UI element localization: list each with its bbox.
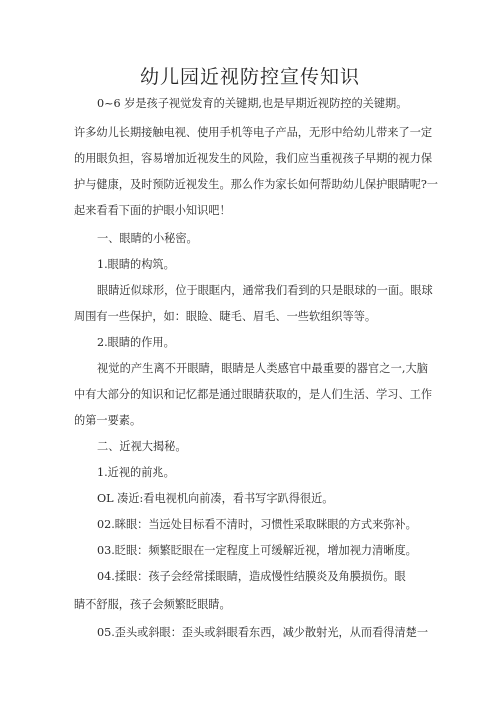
section-heading: 一、眼睛的小秘密。 bbox=[97, 232, 198, 245]
section-heading: 二、近视大揭秘。 bbox=[97, 440, 187, 453]
paragraph-line: 0~6 岁是孩子视觉发育的关键期,也是早期近视防控的关键期。 bbox=[97, 97, 408, 110]
paragraph-line: 的第一要素。 bbox=[74, 414, 142, 427]
paragraph-line: 眼睛近似球形，位于眼眶内，通常我们看到的只是眼球的一面。眼球 bbox=[97, 284, 433, 297]
paragraph-line: 起来看看下面的护眼小知识吧！ bbox=[74, 204, 231, 217]
paragraph-line: 视觉的产生离不开眼睛，眼睛是人类感官中最重要的器官之一,大脑 bbox=[97, 362, 428, 375]
subsection-heading: 1.近视的前兆。 bbox=[97, 466, 175, 479]
list-item: 04.揉眼：孩子会经常揉眼睛，造成慢性结膜炎及角膜损伤。眼 bbox=[97, 570, 406, 583]
list-item: OL 凑近:看电视机向前凑，看书写字趴得很近。 bbox=[97, 492, 334, 505]
paragraph-line: 的用眼负担，容易增加近视发生的风险，我们应当重视孩子早期的视力保 bbox=[74, 152, 433, 165]
list-item: 05.歪头或斜眼：歪头或斜眼看东西，减少散射光，从而看得清楚一 bbox=[97, 626, 429, 639]
paragraph-line: 周围有一些保护，如：眼睑、睫毛、眉毛、一些软组织等等。 bbox=[74, 310, 377, 323]
paragraph-line: 中有大部分的知识和记忆都是通过眼睛获取的，是人们生活、学习、工作 bbox=[74, 388, 433, 401]
subsection-heading: 2.眼睛的作用。 bbox=[97, 336, 175, 349]
list-item: 02.眯眼：当远处目标看不清时，习惯性采取眯眼的方式来弥补。 bbox=[97, 518, 417, 531]
list-item: 03.眨眼：频繁眨眼在一定程度上可缓解近视，增加视力清晰度。 bbox=[97, 544, 417, 557]
list-item-continuation: 睛不舒服，孩子会频繁眨眼睛。 bbox=[74, 598, 231, 611]
page-title: 幼儿园近视防控宣传知识 bbox=[139, 66, 360, 88]
subsection-heading: 1.眼睛的构筑。 bbox=[97, 258, 175, 271]
paragraph-line: 许多幼儿长期接触电视、使用手机等电子产品，无形中给幼儿带来了一定 bbox=[74, 126, 433, 139]
paragraph-line: 护与健康，及时预防近视发生。那么作为家长如何帮助幼儿保护眼睛呢?一 bbox=[74, 178, 438, 191]
